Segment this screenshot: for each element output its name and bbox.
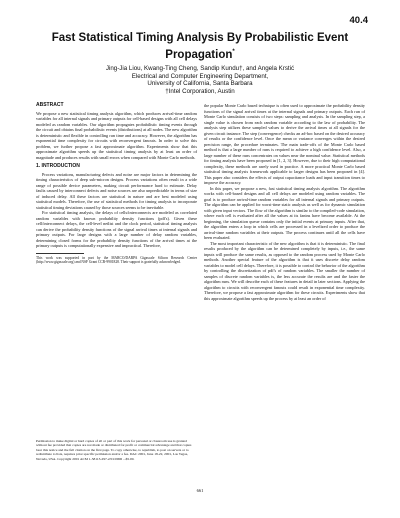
- author-block: [36, 65, 364, 95]
- abstract-text: We propose a new statistical timing analysis algorithm, which produces arrival-time random variables for all internal signals and primary outputs for cell-based designs with all cell delays modeled as random variables. Our algorithm propagates probabilistic timing events through the circuit and obtains final probabilistic events (distributions) at all nodes. The new algorithm is deterministic and flexible in controlling run time and accuracy. However, the algorithm has exponential time complexity for circuits with reconvergent fanouts. In order to solve this problem, we further propose a fast approximate algorithm. Experiments show that this approximate algorithm speeds up the statistical timing analysis by at least an order of magnitude and produces results with small errors when compared with Monte Carlo methods.: [36, 110, 197, 160]
- affiliation-line-3: †Intel Corporation, Austin: [165, 87, 235, 95]
- page-number: 661: [196, 488, 204, 493]
- session-number: 40.4: [349, 15, 368, 26]
- affiliation-line-1: Electrical and Computer Engineering Department,: [131, 72, 269, 80]
- right-paragraph-1: the popular Monte Carlo based technique is often used to approximate the probability density functions of the signal arrival times at the internal signals and primary outputs. Each run of Monte Carlo simulation consists of two steps: sampling and analysis. In the sampling step, a single value is chosen from each random variable according to the law of probability. The analysis step utilizes these sampled values to derive the arrival times at all signals for the given circuit instance. The step (convergence) checks an ad-hoc based on the desired accuracy of results or the confidence level. Once the mean or variance converges within the desired precision range, the procedure terminates. The main trade-offs of the Monte Carlo based method is that a large number of runs is required to achieve a high confidence level. Also, a large number of these runs concentrates on values near the nominal value. Statistical methods for timing analysis have been proposed in [1, 2, 3]. However, due to their high computational complexity, these methods are rarely used in practice. A more practical Monte Carlo based statistical timing analysis framework applicable to larger designs has been proposed in [4]. This paper also considers the effects of output capacitance loads and input transition times to improve the accuracy.: [204, 103, 365, 185]
- title-text: Fast Statistical Timing Analysis By Probabilistic Event Propagation: [51, 32, 349, 61]
- intro-heading: 1. INTRODUCTION: [36, 163, 80, 169]
- footnote: This work was supported in part by the MARCO/DARPA Gigascale Silicon Research Center (http://www.gigascale.org) and NSF Grant CCR-9901828. Their support is gratefully acknowledged.: [36, 255, 197, 264]
- right-paragraph-3: The most important characteristic of the new algorithm is that it is deterministic. The final results produced by the algorithm can be determined completely by inputs, i.e., the same inputs will produce the same results, as opposed to the random process used by Monte Carlo methods. Another special feature of the algorithm is that it uses discrete delay random variables to model cell delays. Therefore, it is possible to control the behavior of the algorithm by controlling the discretization of pdf's of random variables. The smaller the number of samples of discrete random variables is, the less accurate the results are and the faster the algorithm runs. We will describe each of these features in detail in later sections. Applying the algorithm to circuits with reconvergent fanouts could result in exponential time complexity. Therefore, we propose a fast approximate algorithm for these circuits. Experiments show that this approximate algorithm speeds up the process by at least an order of: [204, 240, 365, 301]
- footnote-rule: [36, 253, 84, 254]
- right-paragraph-2: In this paper, we propose a new, fast statistical timing analysis algorithm. The algorithm works with cell-based designs and all cell delays are modeled using random variables. The goal is to produce arrival-time random variables for all internal signals and primary outputs. The algorithm can be applied for worst-time static analysis as well as for dynamic simulation with given input vectors. The flow of the algorithm is similar to the compiled-code simulation, where each cell is evaluated after all the values at its fanins have become available. At the beginning, the simulation queue contains only the initial events at primary inputs. After that, the algorithm enters a loop in which cells are processed in a levelized order to produce the arrival-time random variables at their outputs. The process continues until all the cells have been evaluated.: [204, 185, 365, 240]
- title-footnote-mark: *: [232, 49, 235, 55]
- copyright-notice: Permission to make digital or hard copies of all or part of this work for personal or classroom use is granted without fee provided that copies are not made or distributed for profit or commercial advantage and that copies bear this notice and the full citation on the first page. To copy otherwise, to republish, to post on servers or to redistribute to lists, requires prior specific permission and/or a fee. DAC 2001, June 18-22, 2001, Las Vegas, Nevada, USA. Copyright 2001 ACM 1-58113-297-2/01/0006 ...$5.00.: [36, 439, 192, 461]
- left-column: [36, 103, 197, 265]
- abstract-heading: ABSTRACT: [36, 102, 64, 108]
- right-column: [204, 103, 365, 301]
- paper-title: [36, 31, 364, 62]
- author-names: Jing-Jia Liou, Kwang-Ting Cheng, Sandip Kundu†, and Angela Krstić: [105, 65, 295, 72]
- intro-paragraph-2: For statistical timing analysis, the delays of cells/interconnects are modeled as correlated random variables with known probability density functions (pdf's). Given these cell/interconnect delays, the cell-level netlist and the clock period, statistical timing analysis can derive the probability density functions of the signal arrival times at internal signals and primary outputs. For large designs with a large number of delay random variables, determining closed forms for the probability density functions of the arrival times at the primary outputs is computationally expensive and impractical. Therefore,: [36, 210, 197, 248]
- affiliation-line-2: University of California, Santa Barbara: [147, 80, 253, 88]
- intro-paragraph-1: Process variations, manufacturing defects and noise are major factors in determining the timing characteristics of deep sub-micron designs. Process variations often result in a wide range of possible device parameters, making circuit performance hard to estimate. Delay faults caused by interconnect defects and noise sources are also unpredictable in terms of size of induced delay. All these factors are statistical in nature and are best modeled using statistical models. Therefore, the use of statistical methods for timing analysis to incorporate statistical timing deviations caused by those sources seems to be inevitable.: [36, 171, 197, 210]
